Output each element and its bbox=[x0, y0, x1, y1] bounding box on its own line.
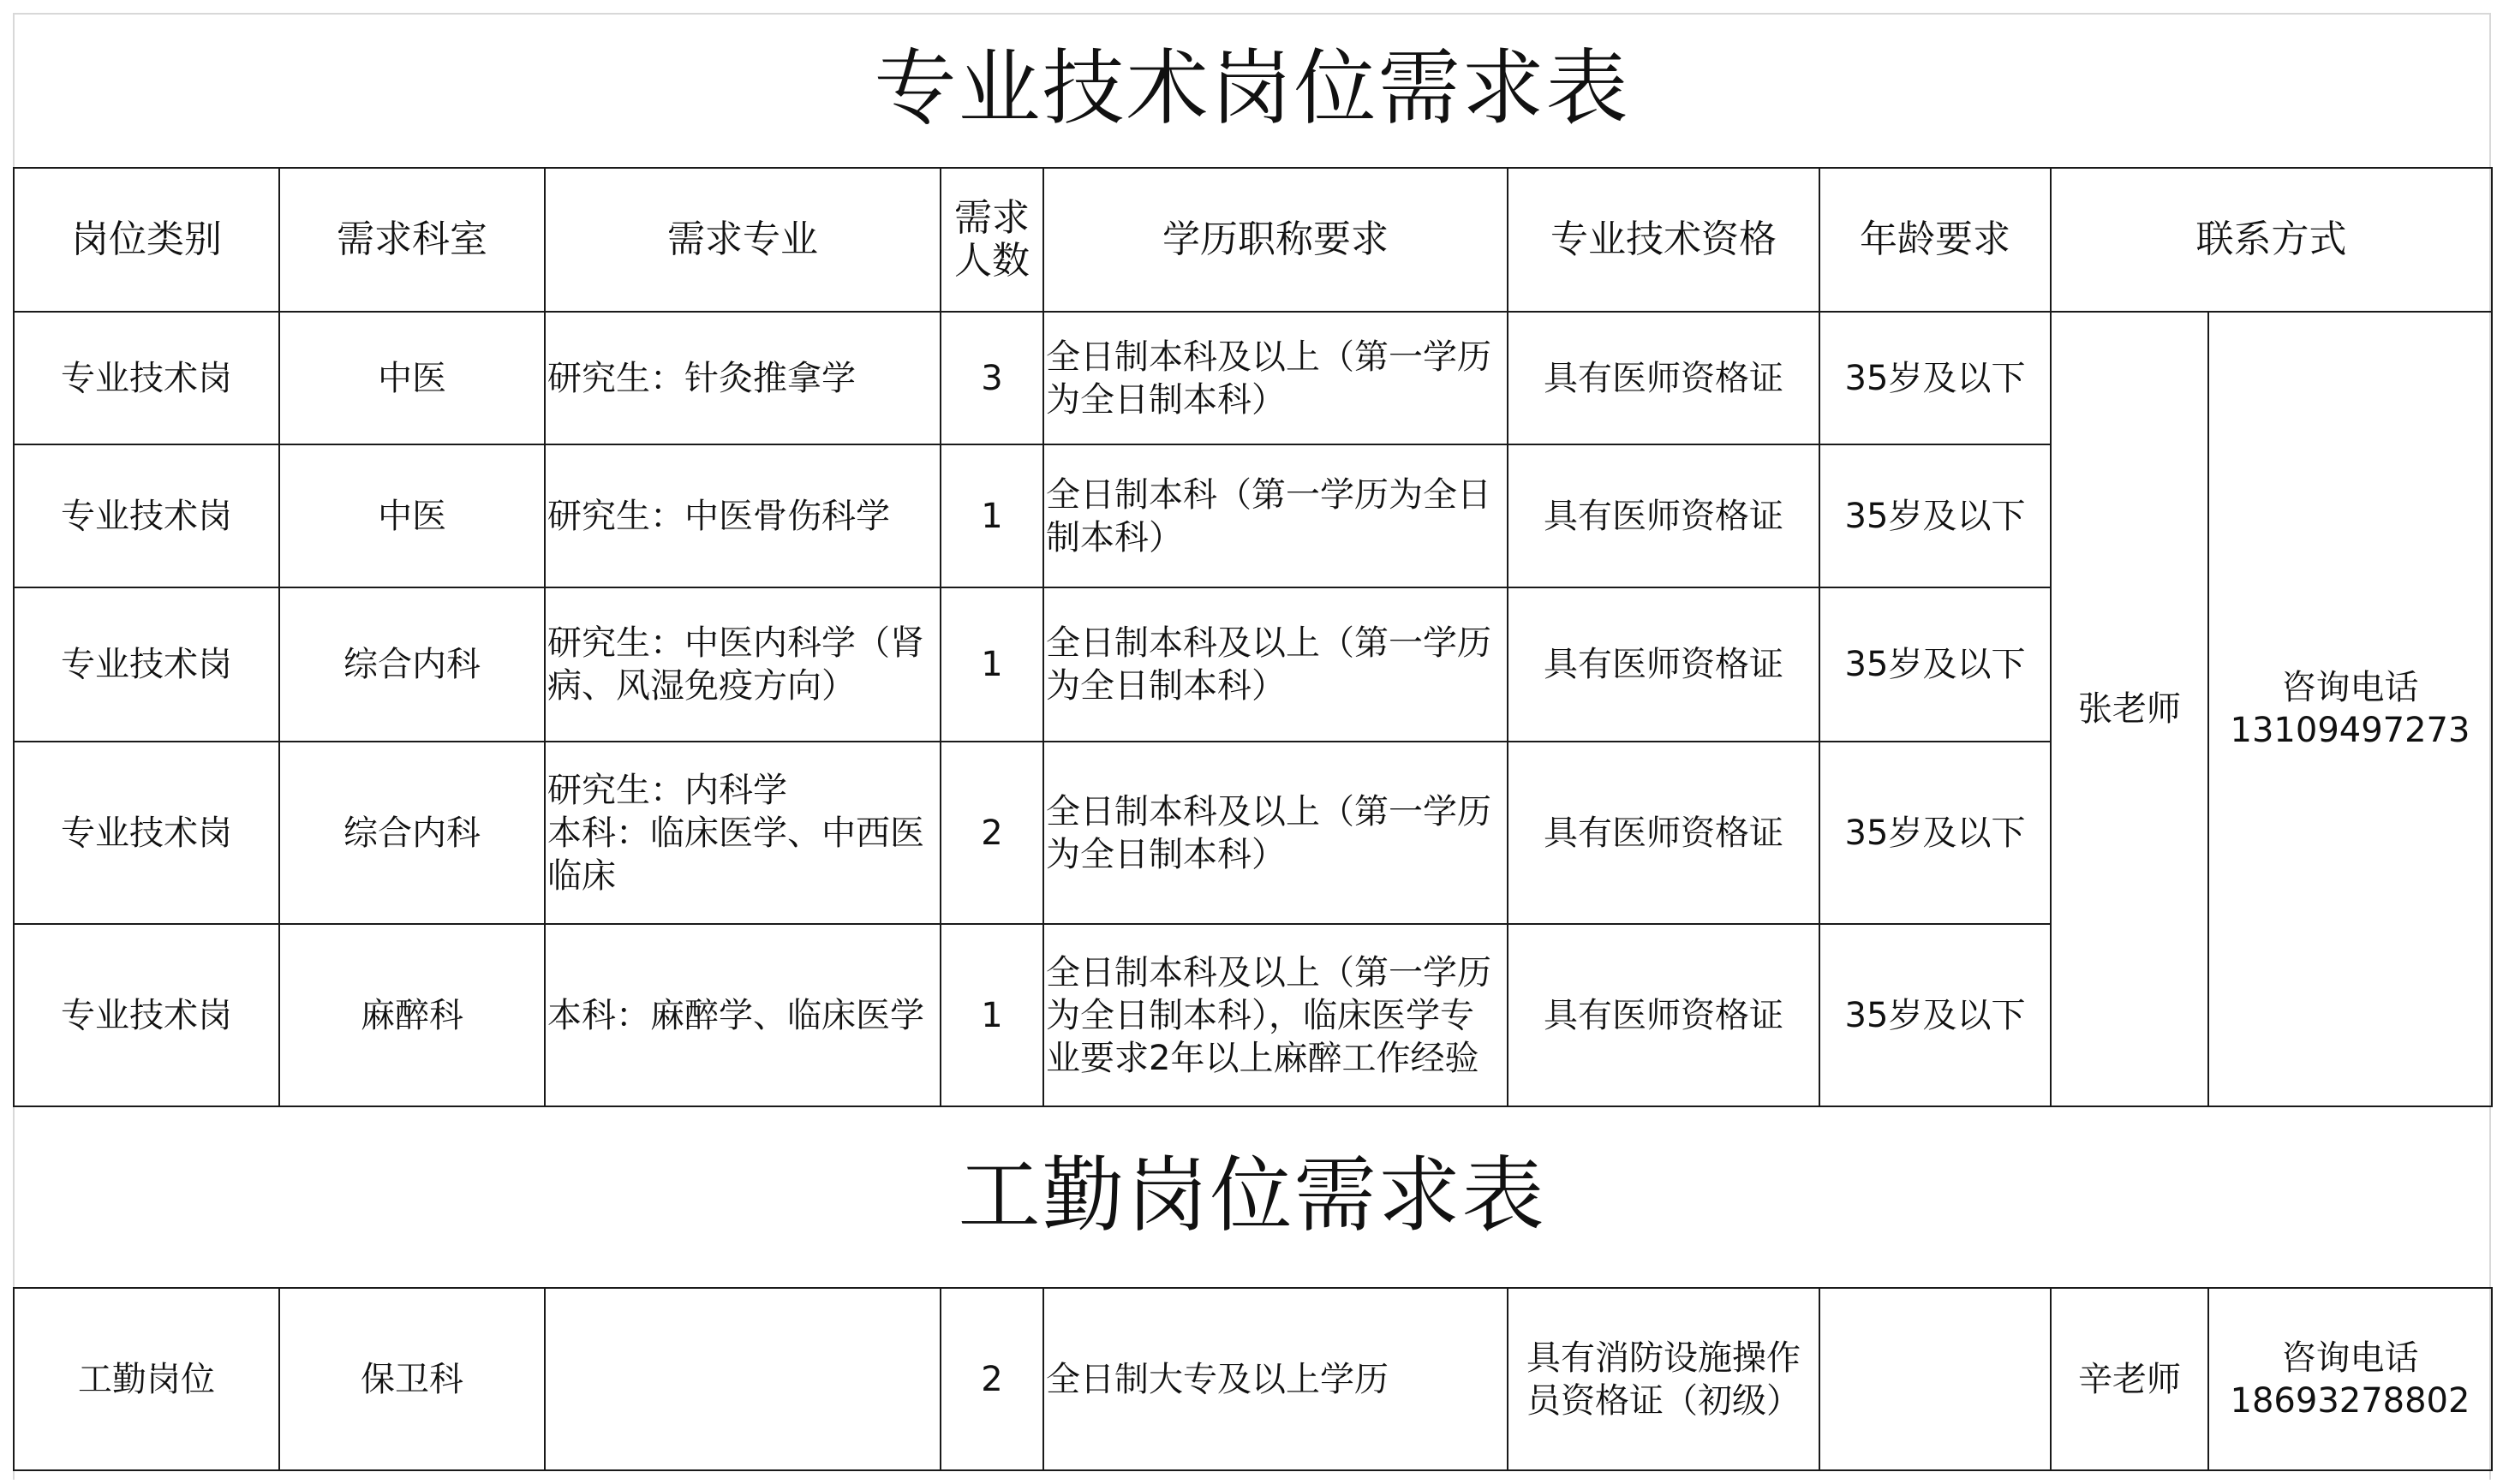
cell-education: 全日制本科及以上（第一学历为全日制本科） bbox=[1043, 742, 1508, 924]
header-qualification: 专业技术资格 bbox=[1508, 168, 1819, 312]
cell-education: 全日制大专及以上学历 bbox=[1043, 1288, 1508, 1470]
header-education: 学历职称要求 bbox=[1043, 168, 1508, 312]
contact-phone: 18693278802 bbox=[2230, 1380, 2470, 1421]
contact-phone-label: 咨询电话 bbox=[2281, 668, 2419, 707]
cell-category: 专业技术岗 bbox=[14, 312, 279, 444]
header-major: 需求专业 bbox=[545, 168, 941, 312]
cell-category: 工勤岗位 bbox=[14, 1288, 279, 1470]
contact-phone-cell bbox=[2208, 1288, 2492, 1470]
contact-name: 张老师 bbox=[2051, 312, 2208, 1106]
cell-major: 本科：麻醉学、临床医学 bbox=[545, 924, 941, 1106]
cell-category: 专业技术岗 bbox=[14, 587, 279, 742]
cell-education: 全日制本科及以上（第一学历为全日制本科），临床医学专业要求2年以上麻醉工作经验 bbox=[1043, 924, 1508, 1106]
contact-phone-cell bbox=[2208, 312, 2492, 1106]
cell-major-line: 本科：临床医学、中西医临床 bbox=[547, 813, 924, 896]
cell-age bbox=[1819, 1288, 2051, 1470]
tech-positions-table bbox=[13, 167, 2493, 1107]
table-header-row bbox=[14, 168, 2492, 312]
header-age: 年龄要求 bbox=[1819, 168, 2051, 312]
cell-major: 研究生：中医内科学（肾病、风湿免疫方向） bbox=[545, 587, 941, 742]
cell-age: 35岁及以下 bbox=[1819, 444, 2051, 587]
cell-qualification: 具有医师资格证 bbox=[1508, 742, 1819, 924]
tech-table-title: 专业技术岗位需求表 bbox=[874, 40, 1630, 136]
table-row bbox=[14, 312, 2492, 444]
cell-qualification: 具有消防设施操作员资格证（初级） bbox=[1508, 1288, 1819, 1470]
cell-count: 3 bbox=[941, 312, 1043, 444]
cell-department: 综合内科 bbox=[279, 587, 545, 742]
cell-count: 2 bbox=[941, 742, 1043, 924]
cell-age: 35岁及以下 bbox=[1819, 587, 2051, 742]
cell-category: 专业技术岗 bbox=[14, 742, 279, 924]
cell-count: 1 bbox=[941, 587, 1043, 742]
cell-department: 麻醉科 bbox=[279, 924, 545, 1106]
cell-education: 全日制本科（第一学历为全日制本科） bbox=[1043, 444, 1508, 587]
cell-count: 1 bbox=[941, 924, 1043, 1106]
cell-education: 全日制本科及以上（第一学历为全日制本科） bbox=[1043, 587, 1508, 742]
cell-major bbox=[545, 1288, 941, 1470]
logistics-table-title: 工勤岗位需求表 bbox=[958, 1147, 1546, 1243]
header-count: 需求人数 bbox=[941, 168, 1043, 312]
logistics-positions-table bbox=[13, 1287, 2493, 1471]
table-row bbox=[14, 1288, 2492, 1470]
header-category: 岗位类别 bbox=[14, 168, 279, 312]
cell-qualification: 具有医师资格证 bbox=[1508, 444, 1819, 587]
cell-qualification: 具有医师资格证 bbox=[1508, 587, 1819, 742]
cell-major-line: 研究生：内科学 bbox=[547, 770, 787, 810]
cell-count: 2 bbox=[941, 1288, 1043, 1470]
cell-age: 35岁及以下 bbox=[1819, 924, 2051, 1106]
header-department: 需求科室 bbox=[279, 168, 545, 312]
cell-qualification: 具有医师资格证 bbox=[1508, 924, 1819, 1106]
cell-department: 保卫科 bbox=[279, 1288, 545, 1470]
header-contact: 联系方式 bbox=[2051, 168, 2492, 312]
cell-major: 研究生：中医骨伤科学 bbox=[545, 444, 941, 587]
cell-qualification: 具有医师资格证 bbox=[1508, 312, 1819, 444]
cell-major bbox=[545, 742, 941, 924]
cell-department: 综合内科 bbox=[279, 742, 545, 924]
cell-age: 35岁及以下 bbox=[1819, 742, 2051, 924]
cell-category: 专业技术岗 bbox=[14, 444, 279, 587]
contact-name: 辛老师 bbox=[2051, 1288, 2208, 1470]
cell-education: 全日制本科及以上（第一学历为全日制本科） bbox=[1043, 312, 1508, 444]
cell-category: 专业技术岗 bbox=[14, 924, 279, 1106]
cell-count: 1 bbox=[941, 444, 1043, 587]
cell-age: 35岁及以下 bbox=[1819, 312, 2051, 444]
cell-department: 中医 bbox=[279, 444, 545, 587]
contact-phone-label: 咨询电话 bbox=[2281, 1338, 2419, 1378]
cell-major: 研究生：针灸推拿学 bbox=[545, 312, 941, 444]
cell-department: 中医 bbox=[279, 312, 545, 444]
contact-phone: 13109497273 bbox=[2230, 711, 2470, 750]
